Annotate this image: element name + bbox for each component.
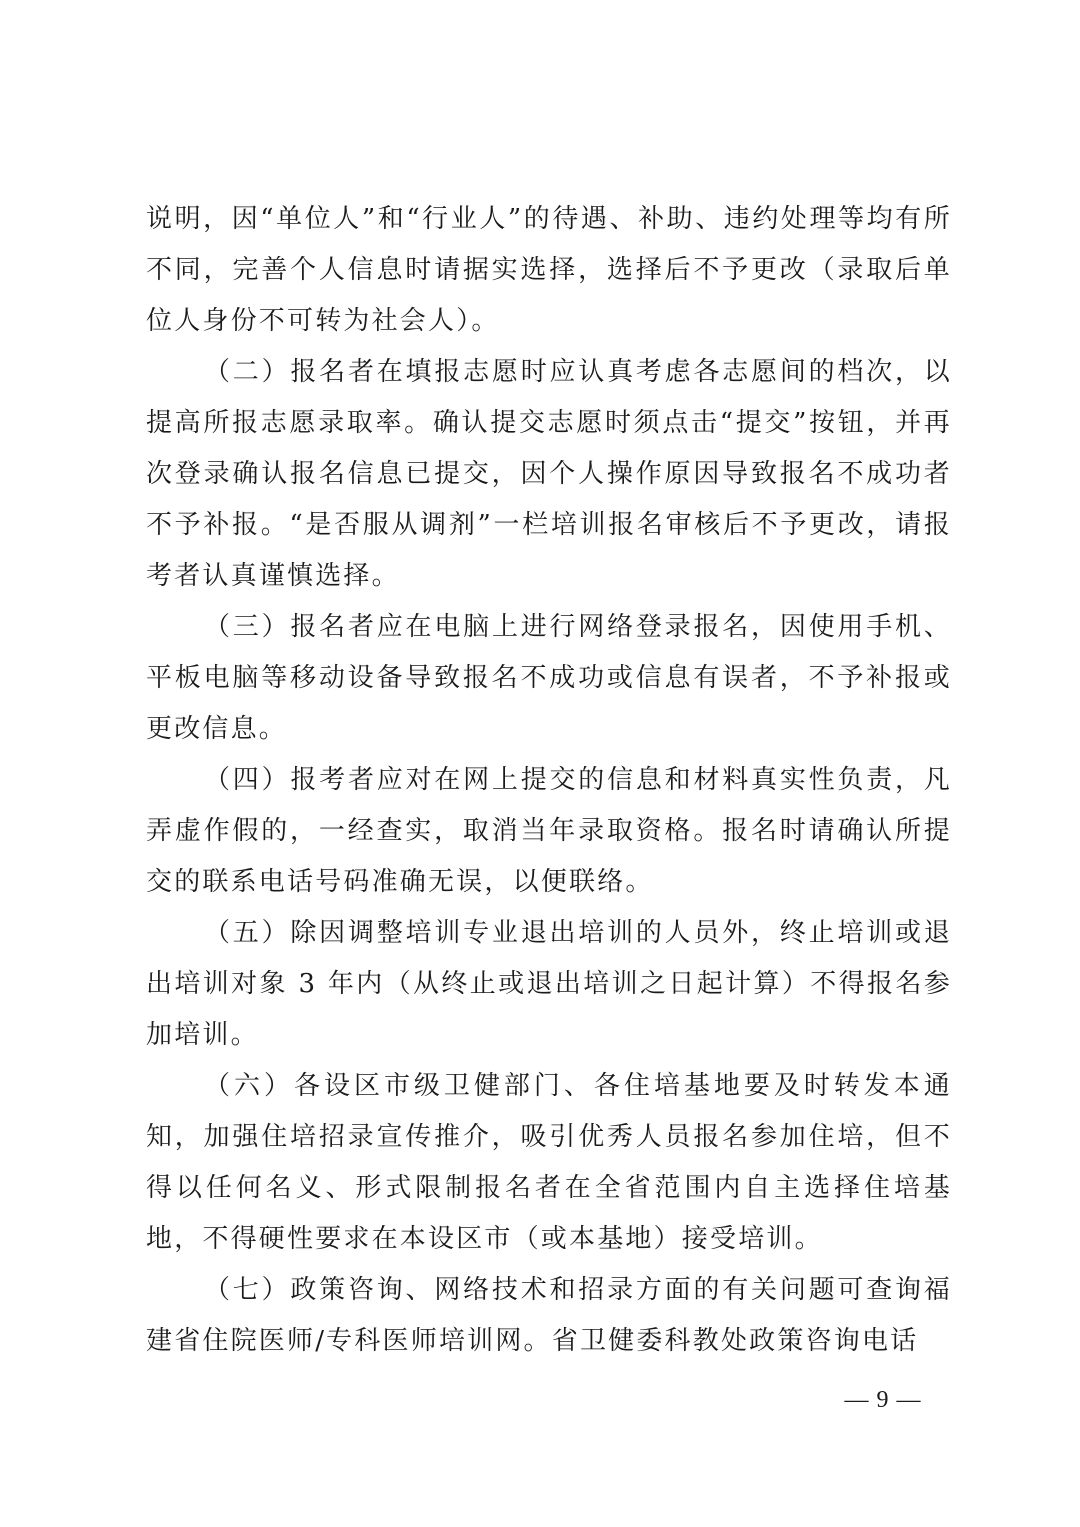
paragraph-continued: 说明，因“单位人”和“行业人”的待遇、补助、违约处理等均有所不同，完善个人信息时请据实选择，选择后不予更改（录取后单位人身份不可转为社会人）。	[146, 204, 952, 336]
paragraph-item-2: （二）报名者在填报志愿时应认真考虑各志愿间的档次，以提高所报志愿录取率。确认提交志愿时须点击“提交”按钮，并再次登录确认报名信息已提交，因个人操作原因导致报名不成功者不予补报。“是否服从调剂”一栏培训报名审核后不予更改，请报考者认真谨慎选择。	[146, 357, 952, 591]
paragraph-item-4: （四）报考者应对在网上提交的信息和材料真实性负责，凡弄虚作假的，一经查实，取消当年录取资格。报名时请确认所提交的联系电话号码准确无误，以便联络。	[146, 765, 952, 897]
paragraph-item-3: （三）报名者应在电脑上进行网络登录报名，因使用手机、平板电脑等移动设备导致报名不成功或信息有误者，不予补报或更改信息。	[146, 612, 952, 744]
document-body	[146, 194, 952, 1367]
paragraph-item-5: （五）除因调整培训专业退出培训的人员外，终止培训或退出培训对象 3 年内（从终止或退出培训之日起计算）不得报名参加培训。	[146, 918, 952, 1050]
page-number: — 9 —	[844, 1387, 922, 1413]
paragraph-item-7: （七）政策咨询、网络技术和招录方面的有关问题可查询福建省住院医师/专科医师培训网。省卫健委科教处政策咨询电话	[146, 1275, 952, 1356]
paragraph-item-6: （六）各设区市级卫健部门、各住培基地要及时转发本通知，加强住培招录宣传推介，吸引优秀人员报名参加住培，但不得以任何名义、形式限制报名者在全省范围内自主选择住培基地，不得硬性要求在本设区市（或本基地）接受培训。	[146, 1071, 952, 1254]
